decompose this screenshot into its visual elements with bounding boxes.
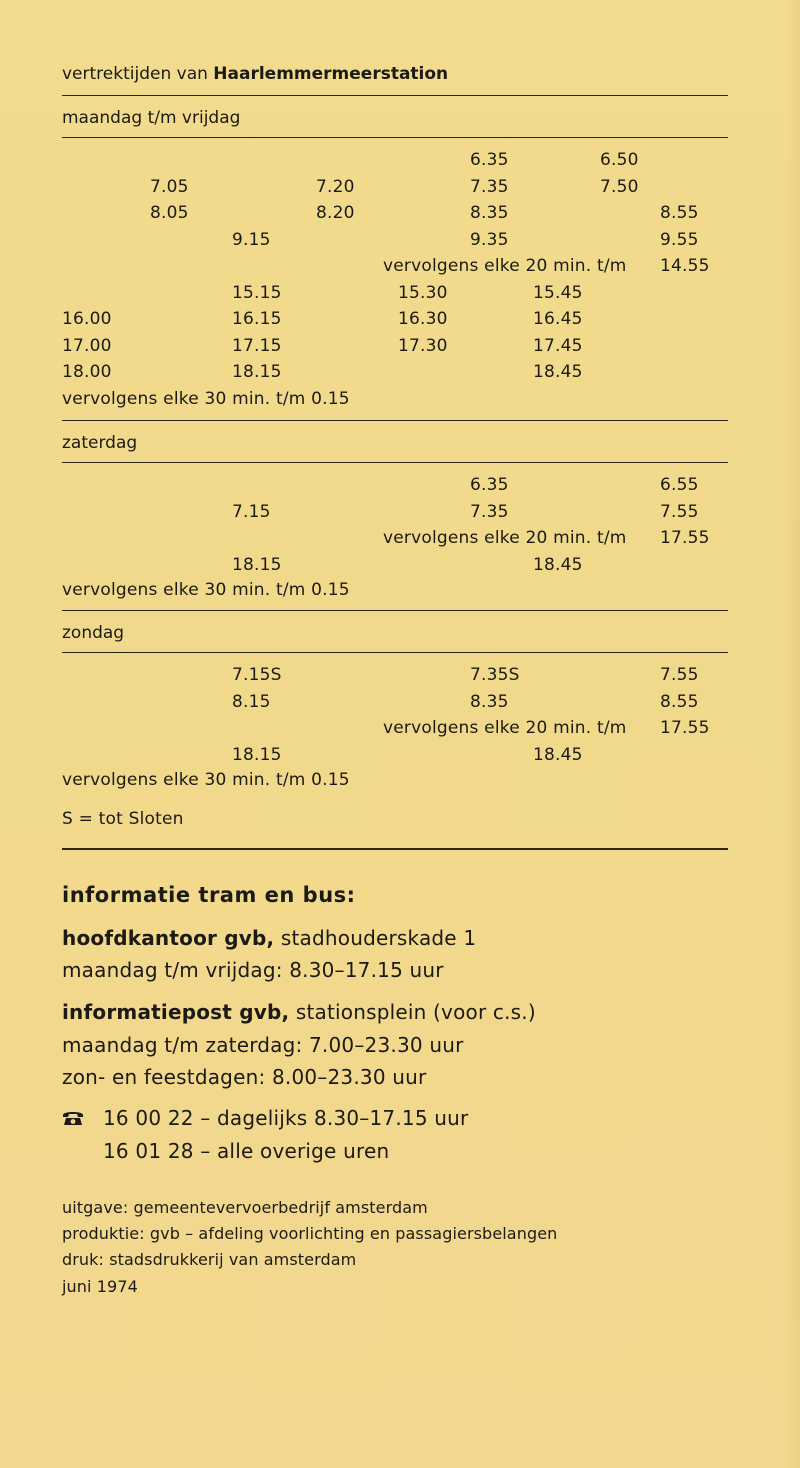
departure-time: 7.15S <box>232 665 282 685</box>
paper-edge <box>786 0 800 1468</box>
departure-time: 7.35 <box>470 176 509 197</box>
section-title-weekdays: maandag t/m vrijdag <box>62 108 241 128</box>
page-title <box>62 64 448 84</box>
title-prefix: vertrektijden van <box>62 64 208 84</box>
departure-time: 16.45 <box>533 309 583 329</box>
departure-time: 8.55 <box>660 691 699 712</box>
post-address: stationsplein (voor c.s.) <box>295 1000 536 1024</box>
departure-time: 14.55 <box>660 256 710 276</box>
departure-time: 8.35 <box>470 203 509 223</box>
departure-time: 7.55 <box>660 501 699 522</box>
post-hours-weekdays: maandag t/m zaterdag: 7.00–23.30 uur <box>62 1033 464 1057</box>
departure-time: 16.00 <box>62 309 112 329</box>
departure-time: 17.55 <box>660 718 710 738</box>
divider <box>62 462 728 463</box>
departure-time: 9.15 <box>232 229 271 250</box>
phone-line-2: 16 01 28 – alle overige uren <box>103 1139 390 1163</box>
departure-time: 17.30 <box>398 335 448 356</box>
post-line <box>62 1000 536 1024</box>
departure-time: 7.35 <box>470 501 509 522</box>
divider <box>62 95 728 96</box>
departure-time: 8.55 <box>660 203 699 223</box>
colophon-publisher: uitgave: gemeentevervoerbedrijf amsterdam <box>62 1198 428 1217</box>
colophon-production: produktie: gvb – afdeling voorlichting en passagiersbelangen <box>62 1224 558 1243</box>
section-footer: vervolgens elke 30 min. t/m 0.15 <box>62 389 350 409</box>
section-title-saturday: zaterdag <box>62 433 138 453</box>
office-hours: maandag t/m vrijdag: 8.30–17.15 uur <box>62 958 444 982</box>
departure-time: 17.55 <box>660 528 710 548</box>
departure-time: 6.50 <box>600 150 639 170</box>
departure-time: 9.55 <box>660 229 699 250</box>
office-address: stadhouderskade 1 <box>280 926 477 950</box>
divider-thick <box>62 848 728 850</box>
departure-time: 18.00 <box>62 362 112 382</box>
post-name: informatiepost gvb, <box>62 1000 290 1024</box>
divider <box>62 652 728 653</box>
departure-time: 6.55 <box>660 475 699 495</box>
departure-time: 6.35 <box>470 150 509 170</box>
departure-time: 16.15 <box>232 309 282 329</box>
office-name: hoofdkantoor gvb, <box>62 926 275 950</box>
frequency-note: vervolgens elke 20 min. t/m <box>383 256 627 276</box>
info-heading: informatie tram en bus: <box>62 883 356 907</box>
departure-time: 17.45 <box>533 335 583 356</box>
colophon-date: juni 1974 <box>62 1277 138 1296</box>
divider <box>62 137 728 138</box>
departure-time: 15.45 <box>533 282 583 303</box>
phone-line-1: 16 00 22 – dagelijks 8.30–17.15 uur <box>103 1106 469 1130</box>
frequency-note: vervolgens elke 20 min. t/m <box>383 528 627 548</box>
departure-time: 18.45 <box>533 744 583 765</box>
divider <box>62 420 728 421</box>
divider <box>62 610 728 611</box>
departure-time: 18.45 <box>533 554 583 575</box>
departure-time: 18.15 <box>232 744 282 765</box>
colophon-printer: druk: stadsdrukkerij van amsterdam <box>62 1250 357 1269</box>
departure-time: 17.00 <box>62 335 112 356</box>
legend: S = tot Sloten <box>62 809 184 829</box>
section-footer: vervolgens elke 30 min. t/m 0.15 <box>62 580 350 600</box>
departure-time: 7.35S <box>470 665 520 685</box>
office-line <box>62 926 476 950</box>
departure-time: 17.15 <box>232 335 282 356</box>
departure-time: 18.15 <box>232 554 282 575</box>
departure-time: 8.15 <box>232 691 271 712</box>
departure-time: 8.05 <box>150 203 189 223</box>
departure-time: 6.35 <box>470 475 509 495</box>
departure-time: 8.35 <box>470 691 509 712</box>
departure-time: 18.45 <box>533 362 583 382</box>
post-hours-holidays: zon- en feestdagen: 8.00–23.30 uur <box>62 1065 427 1089</box>
departure-time: 7.15 <box>232 501 271 522</box>
frequency-note: vervolgens elke 20 min. t/m <box>383 718 627 738</box>
departure-time: 16.30 <box>398 309 448 329</box>
departure-time: 8.20 <box>316 203 355 223</box>
section-footer: vervolgens elke 30 min. t/m 0.15 <box>62 770 350 790</box>
section-title-sunday: zondag <box>62 623 125 643</box>
departure-time: 15.30 <box>398 282 448 303</box>
title-station: Haarlemmermeerstation <box>213 64 449 84</box>
departure-time: 7.05 <box>150 176 189 197</box>
departure-time: 15.15 <box>232 282 282 303</box>
departure-time: 7.50 <box>600 176 639 197</box>
departure-time: 18.15 <box>232 362 282 382</box>
departure-time: 7.55 <box>660 665 699 685</box>
departure-time: 7.20 <box>316 176 355 197</box>
departure-time: 9.35 <box>470 229 509 250</box>
telephone-icon <box>62 1109 84 1127</box>
